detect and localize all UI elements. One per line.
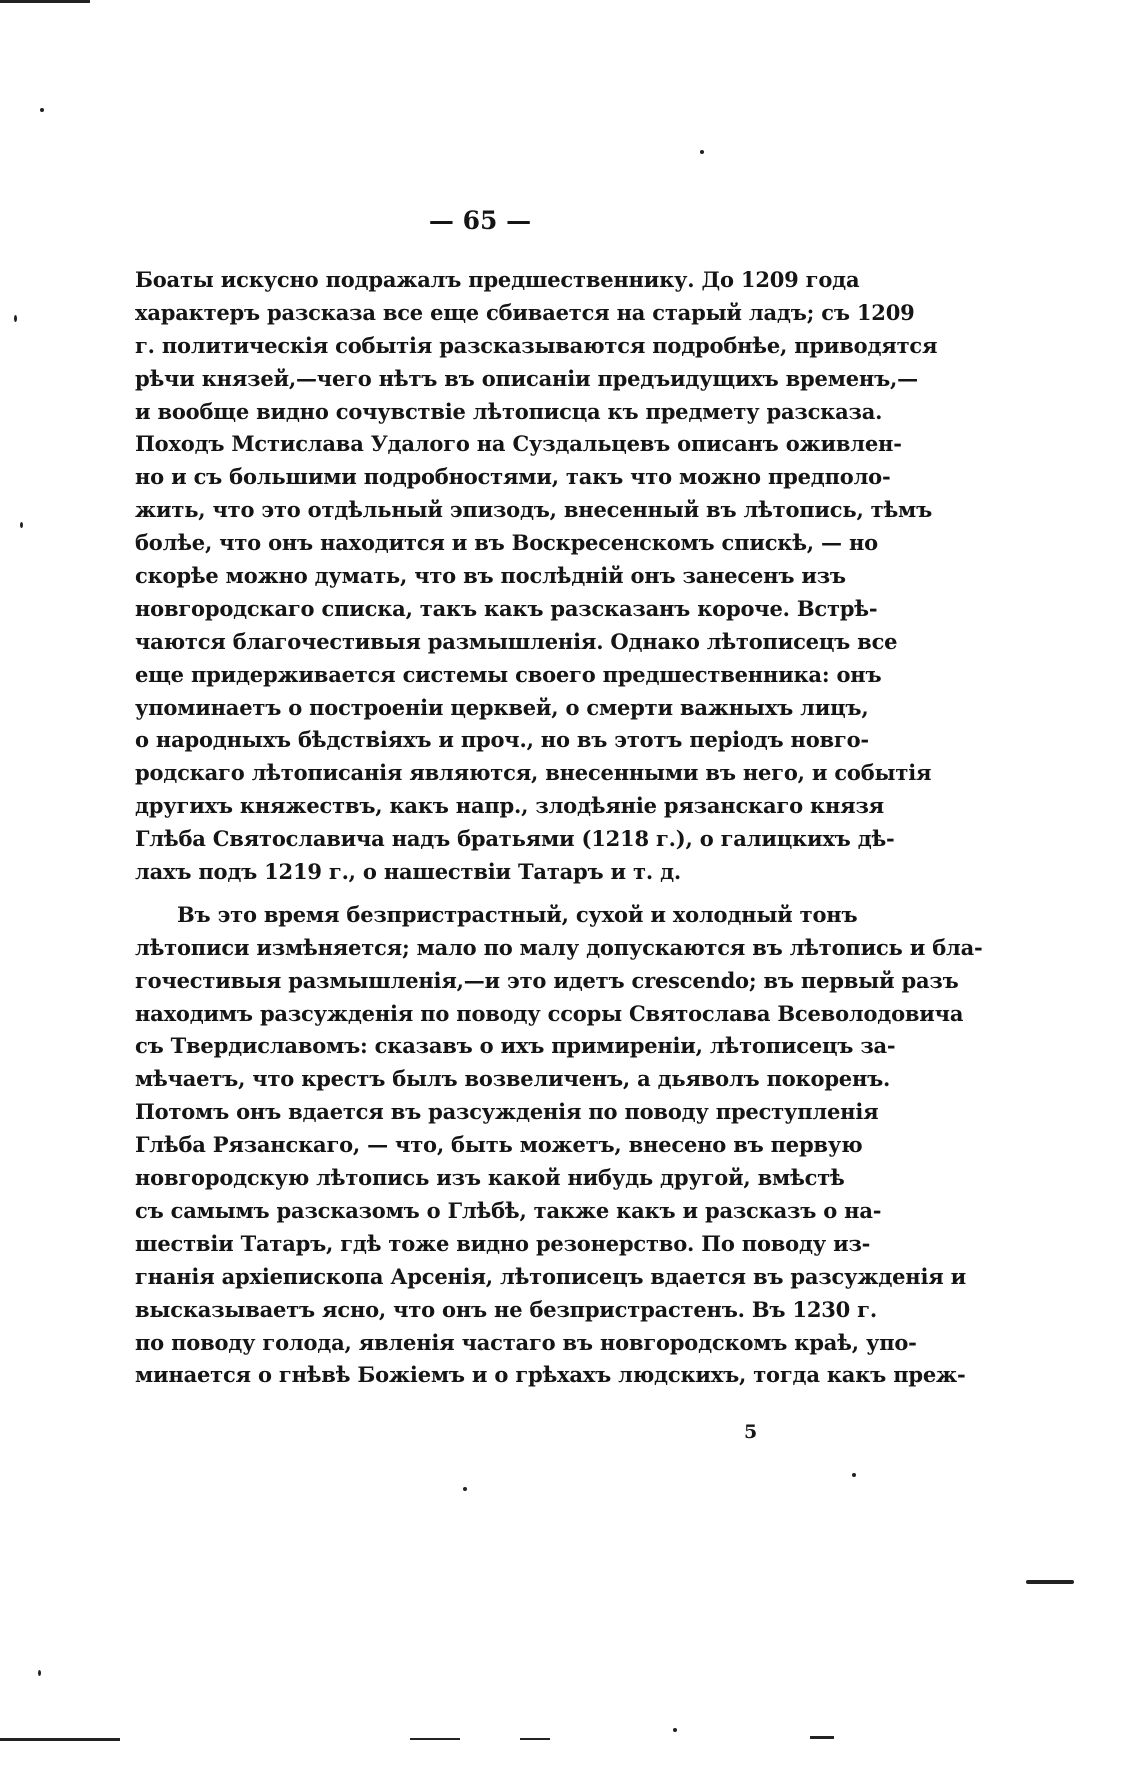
text-line: Потомъ онъ вдается въ разсужденія по поводу преступленія: [135, 1099, 879, 1125]
scan-artifact: [40, 108, 44, 112]
scan-artifact: [463, 1487, 467, 1491]
page-number: — 65 —: [428, 206, 532, 235]
scan-artifact: [700, 150, 704, 154]
text-line: гнанія архіепископа Арсенія, лѣтописецъ вдается въ разсужденія и: [135, 1263, 967, 1289]
text-line: рѣчи князей,—чего нѣтъ въ описаніи предъидущихъ временъ,—: [135, 365, 918, 391]
scan-artifact: [520, 1738, 550, 1740]
scan-artifact: [20, 522, 23, 528]
paragraph-gap: [135, 889, 829, 899]
scan-artifact: [38, 1670, 41, 1676]
scan-artifact: [0, 1738, 120, 1741]
text-line: минается о гнѣвѣ Божіемъ и о грѣхахъ людскихъ, тогда какъ преж-: [135, 1362, 966, 1388]
paragraph-2: [135, 899, 983, 1392]
signature-mark: 5: [744, 1421, 758, 1443]
text-line: съ самымъ разсказомъ о Глѣбѣ, также какъ и разсказъ о на-: [135, 1197, 882, 1223]
text-line: съ Твердиславомъ: сказавъ о ихъ примиреніи, лѣтописецъ за-: [135, 1033, 896, 1059]
text-line: о народныхъ бѣдствіяхъ и проч., но въ этотъ періодъ новго-: [135, 727, 869, 753]
scan-artifact: [673, 1728, 677, 1732]
text-line: упоминаетъ о построеніи церквей, о смерти важныхъ лицъ,: [135, 694, 869, 720]
text-line: и вообще видно сочувствіе лѣтописца къ предмету разсказа.: [135, 398, 883, 424]
scan-artifact: [410, 1738, 460, 1740]
text-line: мѣчаетъ, что крестъ былъ возвеличенъ, а дьяволъ покоренъ.: [135, 1066, 891, 1092]
text-line: находимъ разсужденія по поводу ссоры Святослава Всеволодовича: [135, 1000, 964, 1026]
text-line: шествіи Татаръ, гдѣ тоже видно резонерство. По поводу из-: [135, 1230, 871, 1256]
body-text: [135, 264, 983, 1392]
text-line: Глѣба Святославича надъ братьями (1218 г.), о галицкихъ дѣ-: [135, 826, 895, 852]
text-line: новгородскаго списка, такъ какъ разсказанъ короче. Встрѣ-: [135, 595, 878, 621]
text-line: жить, что это отдѣльный эпизодъ, внесенный въ лѣтопись, тѣмъ: [135, 497, 932, 523]
text-line: новгородскую лѣтопись изъ какой нибудь другой, вмѣстѣ: [135, 1165, 845, 1191]
scan-artifact: [14, 315, 17, 322]
text-line: лахъ подъ 1219 г., о нашествіи Татаръ и т. д.: [135, 859, 681, 885]
text-line: г. политическія событія разсказываются подробнѣе, приводятся: [135, 332, 938, 358]
text-line: гочестивыя размышленія,—и это идетъ crescendo; въ первый разъ: [135, 967, 959, 993]
text-line: Глѣба Рязанскаго, — что, быть можетъ, внесено въ первую: [135, 1132, 863, 1158]
text-line: Походъ Мстислава Удалого на Суздальцевъ описанъ оживлен-: [135, 431, 902, 457]
text-line: скорѣе можно думать, что въ послѣдній онъ занесенъ изъ: [135, 563, 846, 589]
scan-artifact: [1026, 1580, 1074, 1584]
text-line: характеръ разсказа все еще сбивается на старый ладъ; съ 1209: [135, 299, 915, 325]
scan-artifact: [852, 1473, 856, 1477]
text-line: по поводу голода, явленія частаго въ новгородскомъ краѣ, упо-: [135, 1329, 917, 1355]
text-line: Боаты искусно подражалъ предшественнику. До 1209 года: [135, 267, 860, 292]
text-line: чаются благочестивыя размышленія. Однако лѣтописецъ все: [135, 628, 898, 654]
scan-artifact: [0, 0, 90, 3]
text-line: родскаго лѣтописанія являются, внесенными въ него, и событія: [135, 760, 932, 786]
text-line: высказываетъ ясно, что онъ не безпристрастенъ. Въ 1230 г.: [135, 1296, 877, 1322]
text-line: другихъ княжествъ, какъ напр., злодѣяніе рязанскаго князя: [135, 793, 884, 819]
text-line: болѣе, что онъ находится и въ Воскресенскомъ спискѣ, — но: [135, 530, 878, 556]
text-line: но и съ большими подробностями, такъ что можно предполо-: [135, 464, 891, 490]
text-line: еще придерживается системы своего предшественника: онъ: [135, 661, 882, 687]
paragraph-1: [135, 264, 938, 889]
scan-artifact: [810, 1736, 834, 1739]
text-line: Въ это время безпристрастный, сухой и холодный тонъ: [177, 901, 858, 927]
text-line: лѣтописи измѣняется; мало по малу допускаются въ лѣтопись и бла-: [135, 934, 983, 960]
